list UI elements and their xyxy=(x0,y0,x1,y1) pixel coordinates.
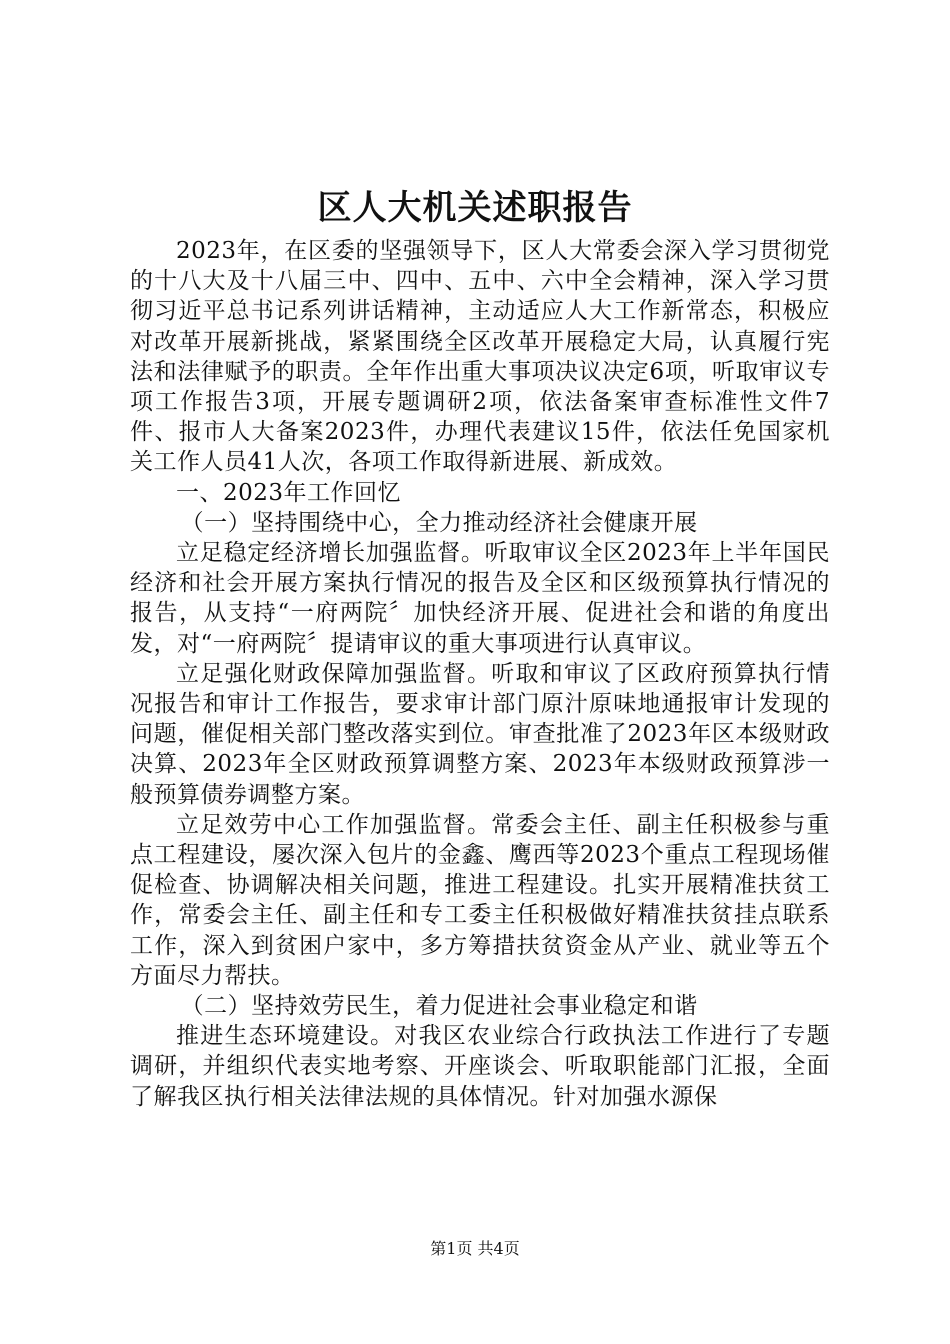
subsection-heading: （二）坚持效劳民生，着力促进社会事业稳定和谐 xyxy=(180,993,698,1020)
body-paragraph: 推进生态环境建设。对我区农业综合行政执法工作进行了专题调研，并组织代表实地考察、开座谈会、听取职能部门汇报，全面了解我区执行相关法律法规的具体情况。针对加强水源保 xyxy=(130,1023,830,1110)
body-paragraph: 立足强化财政保障加强监督。听取和审议了区政府预算执行情况报告和审计工作报告，要求审计部门原汁原味地通报审计发现的问题，催促相关部门整改落实到位。审查批准了2023年区本级财政决算、2023年全区财政预算调整方案、2023年本级财政预算涉一般预算债券调整方案。 xyxy=(130,660,830,808)
body-paragraph: 立足效劳中心工作加强监督。常委会主任、副主任积极参与重点工程建设，屡次深入包片的金鑫、鹰西等2023个重点工程现场催促检查、协调解决相关问题，推进工程建设。扎实开展精准扶贫工作，常委会主任、副主任和专工委主任积极做好精准扶贫挂点联系工作，深入到贫困户家中，多方筹措扶贫资金从产业、就业等五个方面尽力帮扶。 xyxy=(130,811,830,989)
body-paragraph: 立足稳定经济增长加强监督。听取审议全区2023年上半年国民经济和社会开展方案执行情况的报告及全区和区级预算执行情况的报告，从支持“一府两院〞加快经济开展、促进社会和谐的角度出发，对“一府两院〞提请审议的重大事项进行认真审议。 xyxy=(130,540,830,657)
section-heading: 一、2023年工作回忆 xyxy=(176,479,402,506)
intro-paragraph: 2023年，在区委的坚强领导下，区人大常委会深入学习贯彻党的十八大及十八届三中、四中、五中、六中全会精神，深入学习贯彻习近平总书记系列讲话精神，主动适应人大工作新常态，积极应对改革开展新挑战，紧紧围绕全区改革开展稳定大局，认真履行宪法和法律赋予的职责。全年作出重大事项决议决定6项，听取审议专项工作报告3项，开展专题调研2项，依法备案审查标准性文件7件、报市人大备案2023件，办理代表建议15件，依法任免国家机关工作人员41人次，各项工作取得新进展、新成效。 xyxy=(130,238,830,476)
document-title: 区人大机关述职报告 xyxy=(317,188,633,228)
subsection-heading: （一）坚持围绕中心，全力推动经济社会健康开展 xyxy=(180,509,698,536)
page-footer: 第1页 共4页 xyxy=(430,1239,520,1258)
document-body xyxy=(130,236,830,1112)
